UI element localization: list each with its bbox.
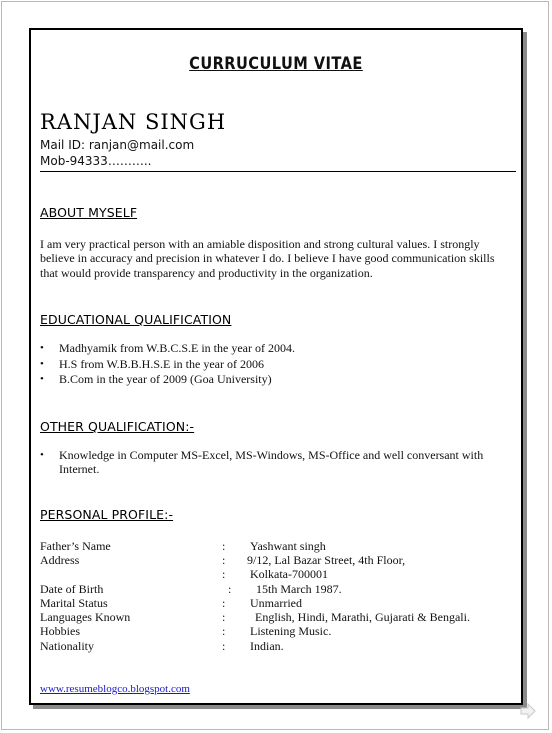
document-title: CURRUCULUM VITAE [189, 54, 363, 74]
bullet-icon: • [40, 357, 44, 370]
other-list [40, 449, 502, 476]
list-item: • B.Com in the year of 2009 (Goa University) [40, 372, 272, 386]
profile-row-marital: Marital Status : Unmarried [40, 596, 302, 610]
list-item: • Knowledge in Computer MS-Excel, MS-Windows, MS-Office and well conversant with Internet. [40, 448, 484, 476]
email-line: Mail ID: ranjan@mail.com [40, 138, 195, 152]
page-forward-arrow-icon[interactable] [519, 703, 537, 719]
education-heading: EDUCATIONAL QUALIFICATION [40, 312, 232, 327]
candidate-name: RANJAN SINGH [40, 110, 227, 134]
profile-row-nationality: Nationality : Indian. [40, 639, 284, 653]
profile-row-address-2: : Kolkata-700001 [222, 567, 328, 581]
resume-page [29, 28, 523, 705]
profile-row-father: Father’s Name : Yashwant singh [40, 539, 326, 553]
other-heading: OTHER QUALIFICATION:- [40, 419, 195, 434]
bullet-icon: • [40, 342, 44, 354]
profile-row-hobbies: Hobbies : Listening Music. [40, 624, 332, 638]
profile-row-address: Address : 9/12, Lal Bazar Street, 4th Floor, [40, 553, 406, 567]
personal-heading: PERSONAL PROFILE:- [40, 507, 174, 522]
profile-row-dob: Date of Birth : 15th March 1987. [40, 582, 342, 596]
education-list [40, 341, 500, 388]
list-item: • Madhyamik from W.B.C.S.E in the year of 2004. [40, 341, 295, 355]
bullet-icon: • [40, 373, 44, 385]
header-divider [40, 171, 516, 172]
website-link[interactable]: www.resumeblogco.blogspot.com [40, 683, 190, 695]
mobile-line: Mob-94333……….. [40, 154, 152, 168]
bullet-icon: • [40, 449, 44, 461]
profile-row-languages: Languages Known : English, Hindi, Marathi, Gujarati & Bengali. [40, 610, 470, 624]
list-item: • H.S from W.B.B.H.S.E in the year of 2006 [40, 356, 264, 371]
about-heading: ABOUT MYSELF [40, 205, 138, 220]
about-text: I am very practical person with an amiable disposition and strong cultural values. I strongly believe in accuracy and precision in whatever I do. I believe I have good communication skills that would provide transparency and productivity in the organization. [40, 237, 495, 280]
